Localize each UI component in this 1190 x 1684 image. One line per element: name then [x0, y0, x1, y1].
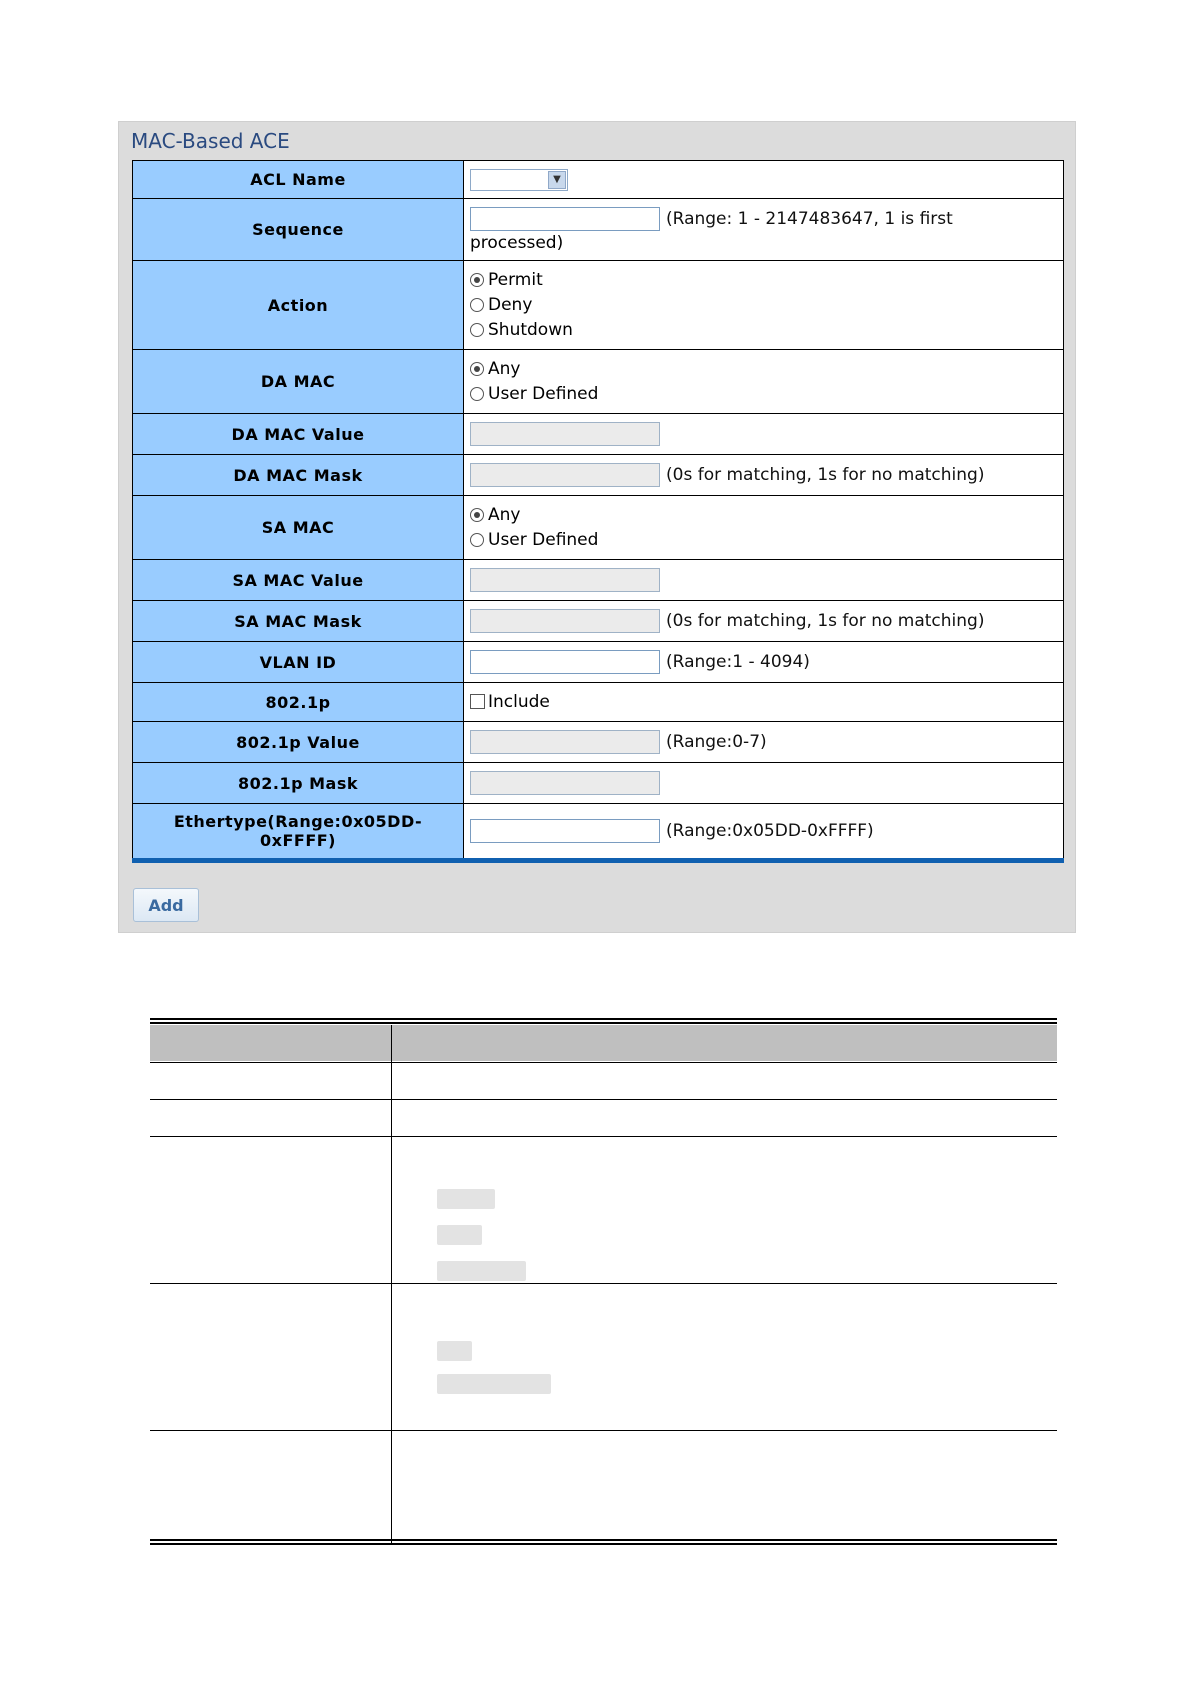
row-ethertype	[133, 804, 1064, 861]
include-label: Include	[488, 692, 550, 712]
table-bottom-rule	[150, 1543, 1057, 1545]
table-header	[150, 1025, 1057, 1061]
row-802-1p-value	[133, 722, 1064, 763]
label-sa-mac: SA MAC	[133, 496, 464, 560]
label-ethertype: Ethertype(Range:0x05DD- 0xFFFF)	[133, 804, 464, 861]
row-divider	[150, 1099, 1057, 1100]
blurred-option	[437, 1374, 551, 1394]
label-da-mac-value: DA MAC Value	[133, 414, 464, 455]
vlan-id-input[interactable]	[470, 650, 660, 674]
blurred-option	[437, 1225, 482, 1245]
row-sa-mac	[133, 496, 1064, 560]
radio-da-user-defined[interactable]: User Defined	[464, 382, 1063, 407]
row-sa-mac-value	[133, 560, 1064, 601]
ethertype-note: (Range:0x05DD-0xFFFF)	[666, 821, 874, 841]
row-divider	[150, 1283, 1057, 1284]
ace-form-table	[132, 160, 1064, 863]
row-sa-mac-mask	[133, 601, 1064, 642]
row-da-mac	[133, 350, 1064, 414]
label-acl-name: ACL Name	[133, 161, 464, 199]
label-802-1p-value: 802.1p Value	[133, 722, 464, 763]
label-da-mac-mask: DA MAC Mask	[133, 455, 464, 496]
label-vlan-id: VLAN ID	[133, 642, 464, 683]
radio-shutdown[interactable]: Shutdown	[464, 318, 1063, 343]
row-802-1p	[133, 683, 1064, 722]
acl-name-select[interactable]	[470, 169, 568, 191]
chevron-down-icon[interactable]: ▼	[548, 171, 566, 189]
row-divider	[150, 1136, 1057, 1137]
label-sa-mac-mask: SA MAC Mask	[133, 601, 464, 642]
radio-icon[interactable]	[470, 323, 484, 337]
table-bottom-rule	[150, 1539, 1057, 1541]
add-button[interactable]: Add	[133, 888, 199, 922]
mac-based-ace-panel	[118, 121, 1076, 933]
label-action: Action	[133, 261, 464, 350]
label-sequence: Sequence	[133, 199, 464, 261]
table-top-rule	[150, 1022, 1057, 1024]
radio-icon[interactable]	[470, 533, 484, 547]
radio-permit[interactable]: Permit	[464, 268, 1063, 293]
label-802-1p: 802.1p	[133, 683, 464, 722]
row-da-mac-value	[133, 414, 1064, 455]
table-top-rule	[150, 1018, 1057, 1020]
sa-mac-mask-note: (0s for matching, 1s for no matching)	[666, 611, 985, 631]
row-802-1p-mask	[133, 763, 1064, 804]
label-sa-mac-value: SA MAC Value	[133, 560, 464, 601]
row-sequence	[133, 199, 1064, 261]
radio-icon[interactable]	[470, 508, 484, 522]
row-divider	[150, 1062, 1057, 1063]
radio-deny[interactable]: Deny	[464, 293, 1063, 318]
blurred-option	[437, 1189, 495, 1209]
ethertype-input[interactable]	[470, 819, 660, 843]
802-1p-value-note: (Range:0-7)	[666, 732, 767, 752]
row-da-mac-mask	[133, 455, 1064, 496]
vlan-id-note: (Range:1 - 4094)	[666, 652, 810, 672]
radio-icon[interactable]	[470, 273, 484, 287]
sequence-note: (Range: 1 - 2147483647, 1 is first	[666, 208, 953, 229]
sequence-input[interactable]	[470, 207, 660, 231]
row-action	[133, 261, 1064, 350]
sa-mac-value-input[interactable]	[470, 568, 660, 592]
sequence-note-cont: processed)	[470, 232, 564, 253]
radio-sa-user-defined[interactable]: User Defined	[464, 528, 1063, 553]
row-vlan-id	[133, 642, 1064, 683]
radio-sa-any[interactable]: Any	[464, 503, 1063, 528]
blurred-option	[437, 1261, 526, 1281]
panel-title: MAC-Based ACE	[131, 129, 290, 153]
radio-da-any[interactable]: Any	[464, 357, 1063, 382]
802-1p-value-input[interactable]	[470, 730, 660, 754]
da-mac-mask-note: (0s for matching, 1s for no matching)	[666, 465, 985, 485]
sa-mac-mask-input[interactable]	[470, 609, 660, 633]
row-divider	[150, 1430, 1057, 1431]
da-mac-value-input[interactable]	[470, 422, 660, 446]
column-divider	[391, 1025, 392, 1544]
label-802-1p-mask: 802.1p Mask	[133, 763, 464, 804]
row-acl-name	[133, 161, 1064, 199]
description-table	[150, 1018, 1057, 1542]
da-mac-mask-input[interactable]	[470, 463, 660, 487]
radio-icon[interactable]	[470, 362, 484, 376]
blurred-option	[437, 1341, 472, 1361]
include-checkbox[interactable]	[470, 694, 485, 709]
802-1p-mask-input[interactable]	[470, 771, 660, 795]
label-da-mac: DA MAC	[133, 350, 464, 414]
radio-icon[interactable]	[470, 387, 484, 401]
radio-icon[interactable]	[470, 298, 484, 312]
